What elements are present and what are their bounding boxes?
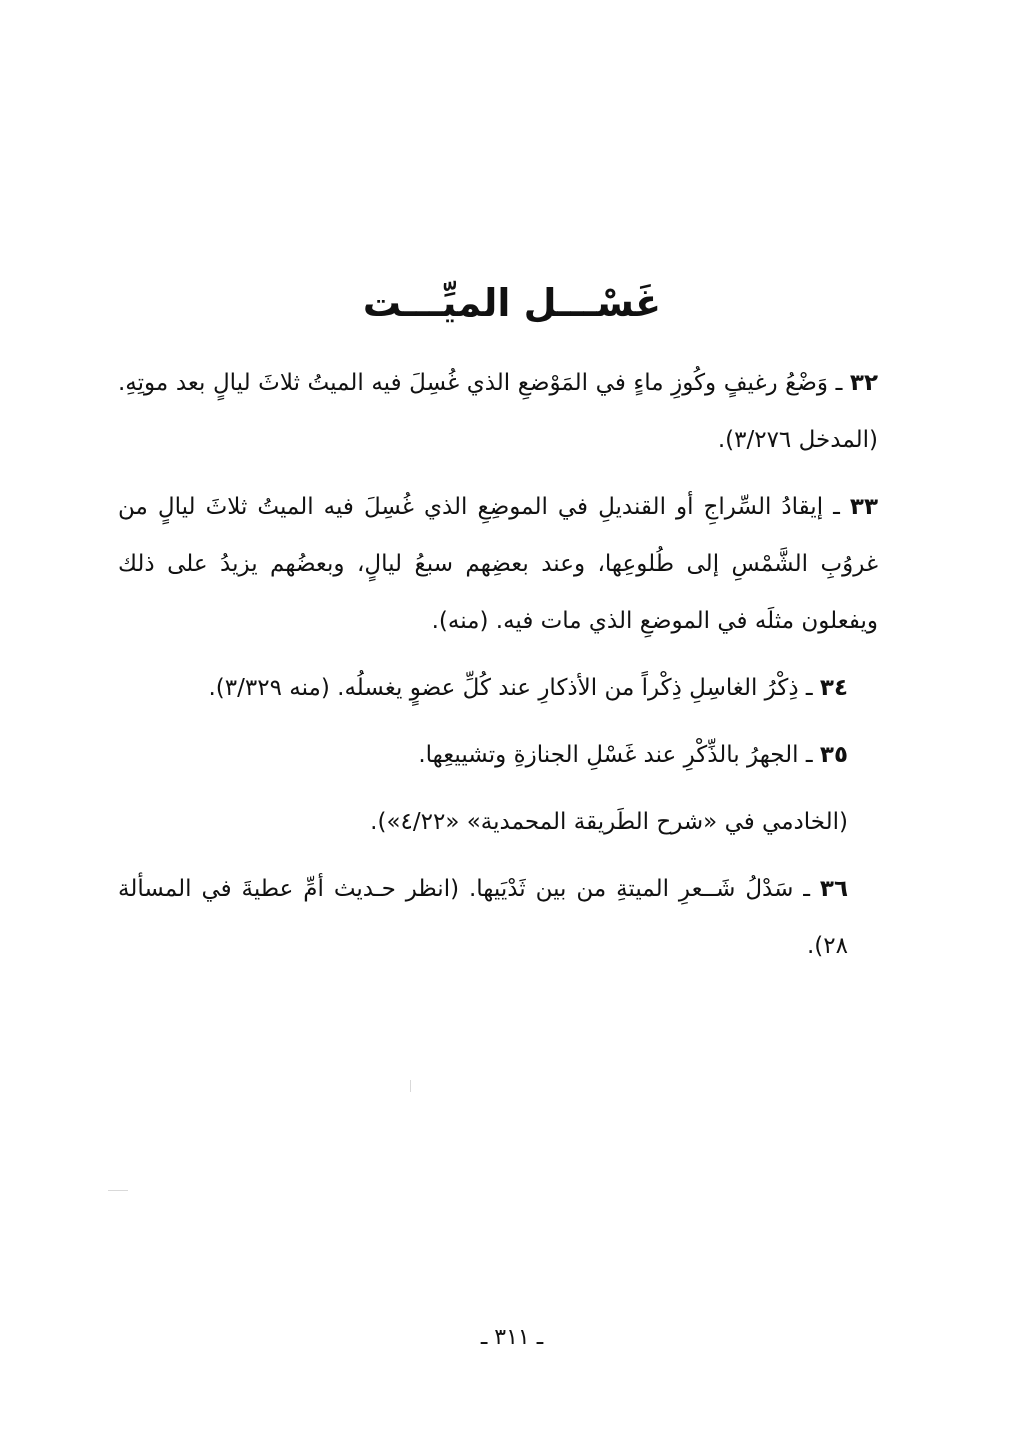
item-33 — [118, 479, 878, 650]
page-number: ـ ٣١١ ـ — [480, 1325, 544, 1350]
item-32 — [118, 355, 878, 469]
item-33-number: ٣٣ — [849, 494, 878, 520]
page-title: غَسْـــل الميِّـــت — [362, 281, 662, 326]
item-35 — [118, 727, 878, 784]
item-36 — [118, 861, 878, 975]
item-36-number: ٣٦ — [819, 876, 848, 902]
scan-mark-left — [108, 1190, 128, 1191]
item-33-text: ـ إيقادُ السِّراجِ أو القنديلِ في الموضِعِ الذي غُسِلَ فيه الميتُ ثلاثَ ليالٍ من غروُبِ الشَّمْسِ إلى طُلوعِها، وعند بعضِهم سبعُ ليالٍ، وبعضُهم يزيدُ على ذلك ويفعلون مثلَه في الموضعِ الذي مات فيه. (منه). — [118, 494, 878, 634]
item-32-text: ـ وَضْعُ رغيفٍ وكُوزِ ماءٍ في المَوْضعِ الذي غُسِلَ فيه الميتُ ثلاثَ ليالٍ بعد موتِهِ. (المدخل ٣/٢٧٦). — [118, 370, 878, 453]
item-34-text: ـ ذِكْرُ الغاسِلِ ذِكْراً من الأذكارِ عند كُلِّ عضوٍ يغسلُه. (منه ٣/٣٢٩). — [208, 675, 820, 701]
item-35-number: ٣٥ — [819, 742, 848, 768]
item-35-source — [118, 794, 878, 851]
item-35-text: ـ الجهرُ بالذِّكْرِ عند غَسْلِ الجنازةِ وتشييعِها. — [418, 742, 820, 768]
item-34 — [118, 660, 878, 717]
scan-mark-center — [410, 1080, 411, 1092]
item-36-text: ـ سَدْلُ شَــعرِ الميتةِ من بين ثَدْيَيها. (انظر حـديث أمِّ عطيةَ في المسألة ٢٨). — [118, 876, 848, 959]
body-text — [118, 355, 878, 985]
item-32-number: ٣٢ — [849, 370, 878, 396]
item-35-source-text: (الخادمي في «شرح الطَريقة المحمدية» «٤/٢٢»). — [370, 809, 848, 835]
item-34-number: ٣٤ — [819, 675, 848, 701]
